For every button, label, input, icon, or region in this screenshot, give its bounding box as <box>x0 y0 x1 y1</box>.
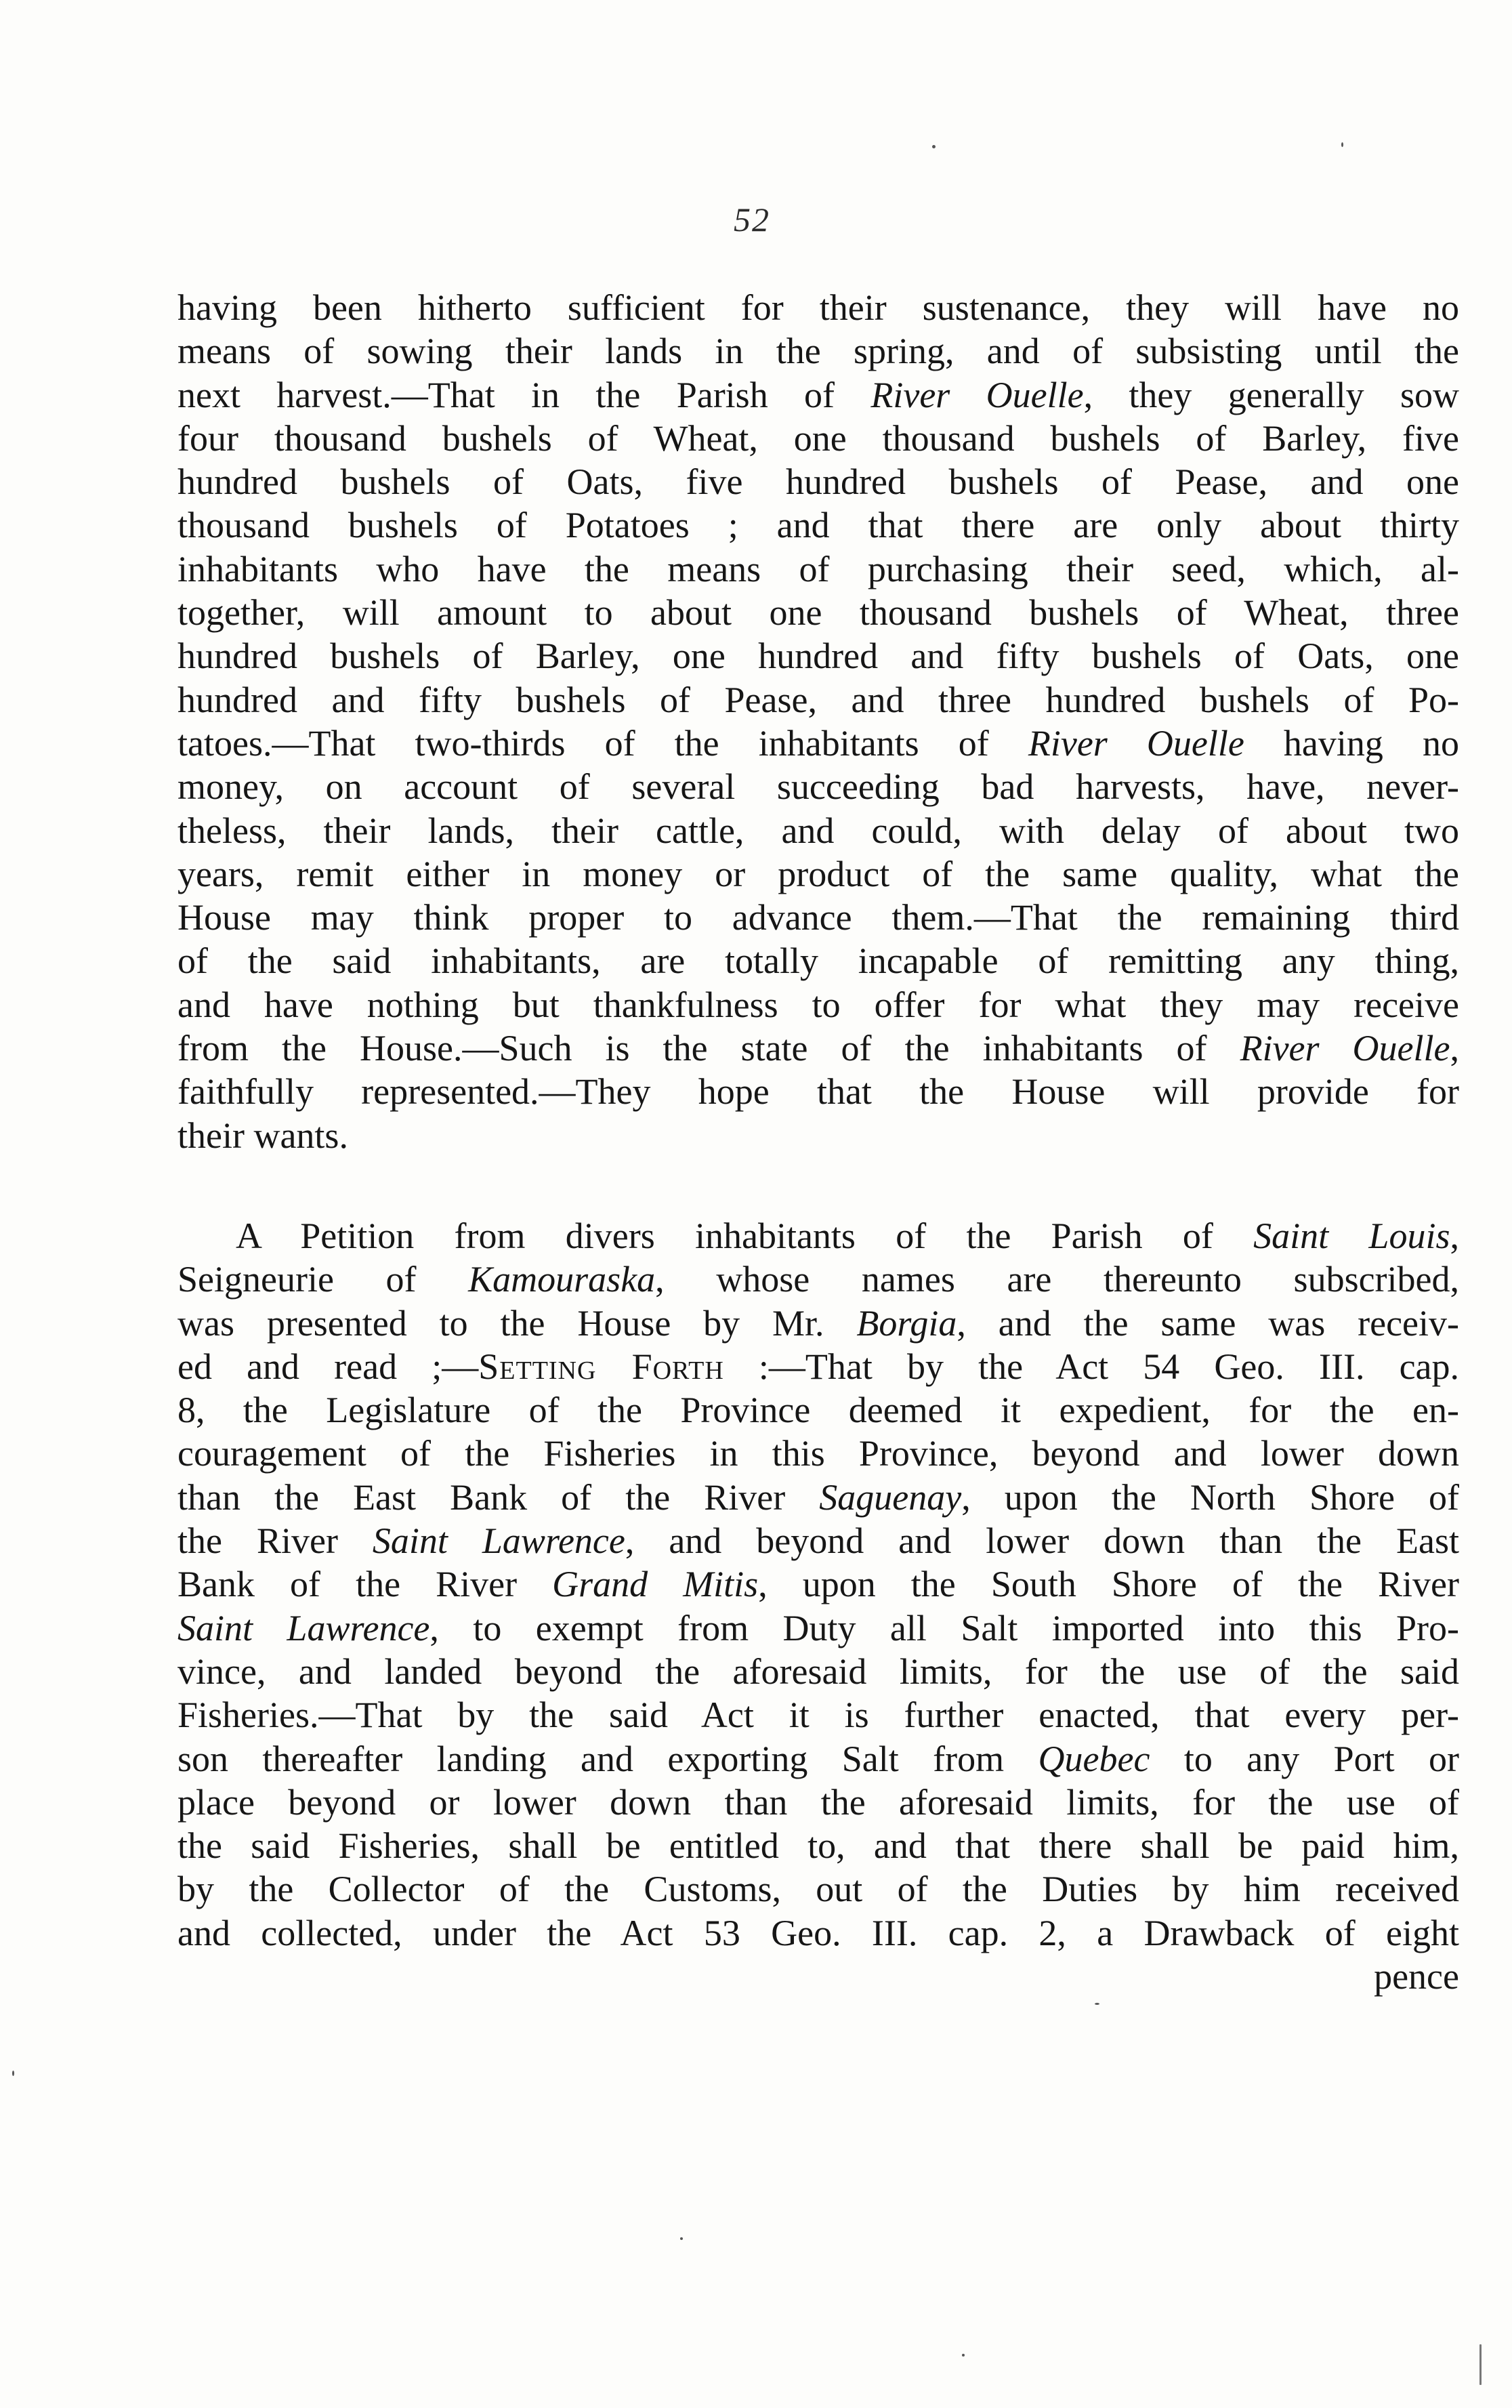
text-line: together, will amount to about one thousand bushels of Wheat, three <box>177 592 1459 634</box>
text-line: hundred bushels of Oats, five hundred bushels of Pease, and one <box>177 461 1459 503</box>
scan-speck <box>962 2354 965 2357</box>
text-line: hundred and fifty bushels of Pease, and three hundred bushels of Po- <box>177 679 1459 720</box>
text-line: faithfully represented.—They hope that the House will provide for <box>177 1071 1459 1113</box>
text-line: four thousand bushels of Wheat, one thousand bushels of Barley, five <box>177 417 1459 459</box>
text-line: thousand bushels of Potatoes ; and that there are only about thirty <box>177 505 1459 546</box>
text-line: next harvest.—That in the Parish of River Ouelle, they generally sow <box>177 374 1459 415</box>
text-line: inhabitants who have the means of purchasing their seed, which, al- <box>177 548 1459 589</box>
scan-speck <box>1095 2003 1099 2005</box>
scan-speck <box>680 2237 683 2240</box>
scan-speck <box>12 2071 14 2076</box>
paragraph-continued <box>177 286 1459 1157</box>
petition-paragraph <box>177 1214 1459 1998</box>
setting-forth-heading: Setting Forth <box>478 1346 724 1387</box>
text-line: the said Fisheries, shall be entitled to, and that there shall be paid him, <box>177 1825 1459 1867</box>
scan-speck <box>1341 142 1343 147</box>
text-line: 8, the Legislature of the Province deemed it expedient, for the en- <box>177 1390 1459 1431</box>
text-line: their wants. <box>177 1115 348 1156</box>
text-line: Saint Lawrence, to exempt from Duty all Salt imported into this Pro- <box>177 1607 1459 1648</box>
text-line: and collected, under the Act 53 Geo. III. cap. 2, a Drawback of eight <box>177 1912 1459 1953</box>
text-line: from the House.—Such is the state of the inhabitants of River Ouelle, <box>177 1028 1459 1069</box>
text-line: of the said inhabitants, are totally incapable of remitting any thing, <box>177 940 1459 982</box>
scan-speck <box>932 145 936 148</box>
scan-speck <box>1479 2344 1482 2385</box>
text-line: means of sowing their lands in the spring, and of subsisting until the <box>177 331 1459 372</box>
text-line: the River Saint Lawrence, and beyond and lower down than the East <box>177 1520 1459 1562</box>
text-line: by the Collector of the Customs, out of the Duties by him received <box>177 1869 1459 1910</box>
page-number: 52 <box>734 201 770 238</box>
text-line: Fisheries.—That by the said Act it is further enacted, that every per- <box>177 1695 1459 1736</box>
text-line: ed and read ;—Setting Forth :—That by the Act 54 Geo. III. cap. <box>177 1346 1460 1387</box>
text-line: tatoes.—That two-thirds of the inhabitants of River Ouelle having no <box>177 722 1459 764</box>
text-line: vince, and landed beyond the aforesaid limits, for the use of the said <box>177 1651 1459 1692</box>
text-line: Seigneurie of Kamouraska, whose names are thereunto subscribed, <box>177 1259 1459 1300</box>
text-line: money, on account of several succeeding bad harvests, have, never- <box>177 766 1459 808</box>
text-line: was presented to the House by Mr. Borgia, and the same was receiv- <box>177 1302 1459 1344</box>
text-line: place beyond or lower down than the aforesaid limits, for the use of <box>177 1781 1459 1823</box>
text-line: couragement of the Fisheries in this Province, beyond and lower down <box>177 1433 1459 1474</box>
text-line: theless, their lands, their cattle, and could, with delay of about two <box>177 810 1459 851</box>
catchword: pence <box>1374 1956 1459 1997</box>
text-line: and have nothing but thankfulness to offer for what they may receive <box>177 984 1459 1025</box>
text-line: Bank of the River Grand Mitis, upon the South Shore of the River <box>177 1564 1459 1605</box>
text-line: having been hitherto sufficient for their sustenance, they will have no <box>177 287 1459 328</box>
text-line: years, remit either in money or product of the same quality, what the <box>177 853 1459 894</box>
text-line: than the East Bank of the River Saguenay, upon the North Shore of <box>177 1476 1459 1518</box>
text-line: son thereafter landing and exporting Salt from Quebec to any Port or <box>177 1738 1459 1779</box>
text-line: House may think proper to advance them.—That the remaining third <box>177 897 1459 938</box>
text-line: hundred bushels of Barley, one hundred and fifty bushels of Oats, one <box>177 636 1459 677</box>
text-line: A Petition from divers inhabitants of the Parish of Saint Louis, <box>236 1216 1459 1256</box>
